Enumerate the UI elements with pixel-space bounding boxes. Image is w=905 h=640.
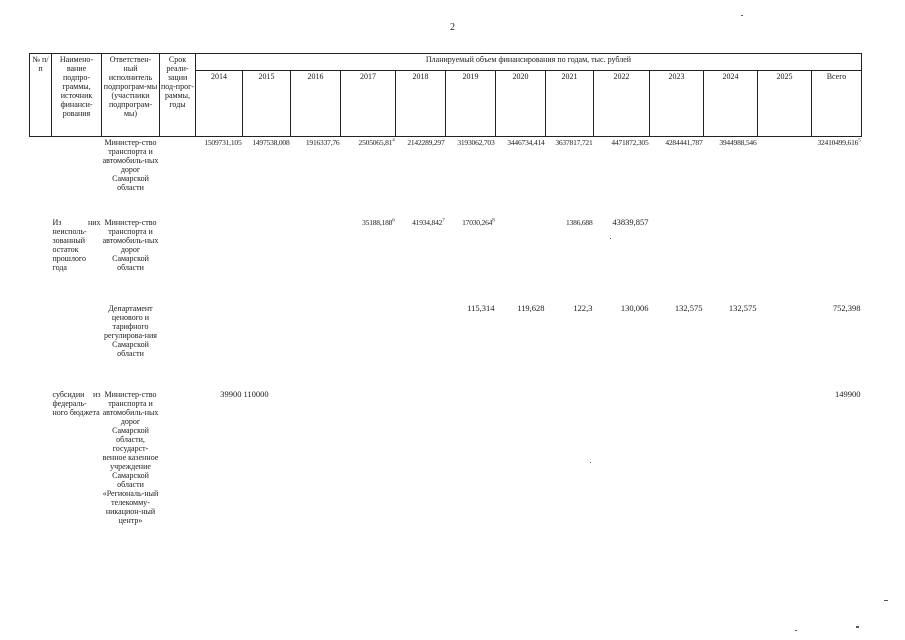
value-cell: 1509731,105 (204, 138, 242, 147)
value-cell (758, 137, 812, 217)
header-year: 2024 (704, 71, 758, 137)
header-year: 2015 (243, 71, 291, 137)
value-cell: 110000 (243, 388, 269, 399)
value-cell: 4471872,305 (611, 138, 649, 147)
value-cell: 132,575 (674, 302, 703, 313)
executor: Министер-ство транспорта и автомобиль-ных дорог Самарской области (102, 138, 159, 192)
header-year: 2020 (496, 71, 546, 137)
value-cell: 132,575 (728, 302, 757, 313)
value-cell (446, 389, 496, 526)
value-cell (650, 217, 704, 303)
table-row (30, 217, 862, 303)
value-cell (291, 389, 341, 526)
value-cell: 3637817,721 (555, 138, 593, 147)
header-year: 2019 (446, 71, 496, 137)
value-cell (704, 217, 758, 303)
value-cell (758, 303, 812, 389)
value-cell (291, 217, 341, 303)
value-cell (341, 303, 396, 389)
header-year: 2022 (594, 71, 650, 137)
value-cell: 3944988,546 (719, 138, 757, 147)
total-cell: 149900 (835, 388, 861, 399)
scan-speck (590, 462, 591, 463)
executor: Министер-ство транспорта и автомобиль-ных дорог Самарской области (102, 217, 159, 272)
value-cell: 39900 (220, 388, 242, 399)
funding-source (52, 303, 102, 389)
table-row (30, 303, 862, 389)
value-cell: 1916337,76 (305, 138, 340, 147)
value-cell: 3446734,414 (507, 138, 545, 147)
value-cell (704, 389, 758, 526)
header-term: Срок реали-зации под-прог-раммы, годы (160, 54, 196, 137)
value-cell: 1386,688 (565, 217, 593, 227)
value-cell (196, 303, 243, 389)
value-cell: 43839,857 (612, 216, 649, 227)
header-subprogram-name: Наимено-вание подпро-граммы, источник финанси-рования (52, 54, 102, 137)
value-cell: 122,3 (573, 302, 593, 313)
scan-speck (741, 15, 743, 16)
header-total: Всего (812, 71, 862, 137)
funding-source: Из них неисполь-зованный остаток прошлого года (52, 217, 101, 272)
header-year: 2018 (396, 71, 446, 137)
funding-source (52, 137, 102, 217)
value-cell: 3193062,703 (457, 138, 495, 147)
header-year: 2016 (291, 71, 341, 137)
header-year: 2021 (546, 71, 594, 137)
value-cell (291, 303, 341, 389)
value-cell (758, 217, 812, 303)
header-year: 2017 (341, 71, 396, 137)
value-cell: 130,006 (620, 302, 649, 313)
header-year: 2023 (650, 71, 704, 137)
scan-speck (610, 238, 611, 239)
value-cell (758, 389, 812, 526)
value-cell (196, 217, 243, 303)
value-cell (496, 389, 546, 526)
value-cell: 115,314 (467, 302, 495, 313)
header-executor: Ответствен-ный исполнитель подпрограм-мы (участники подпрограм-мы) (102, 54, 160, 137)
value-cell: 119,628 (517, 302, 545, 313)
scan-speck (884, 600, 888, 601)
scan-speck (795, 630, 797, 631)
page-number: 2 (450, 22, 455, 33)
table-row (30, 389, 862, 526)
header-number: № п/п (30, 54, 52, 137)
scan-speck (856, 626, 859, 628)
executor: Департамент ценового и тарифного регулирова-ния Самарской области (104, 303, 157, 358)
funding-source: субсидии из федераль-ного бюджета (52, 389, 101, 417)
value-cell (243, 303, 291, 389)
header-year: 2014 (196, 71, 243, 137)
value-cell (650, 389, 704, 526)
total-cell (812, 217, 862, 303)
value-cell (496, 217, 546, 303)
header-planned-financing: Планируемый объем финансирования по годам, тыс. рублей (196, 54, 862, 71)
value-cell: 35188,188$^6$ (362, 217, 395, 227)
value-cell (546, 389, 594, 526)
executor: Министер-ство транспорта и автомобиль-ных дорог Самарской области, государст-венное казенное учреждение Самарской области «Региональ-ный телекомму-никацион-ный центр» (102, 389, 159, 525)
table-row (30, 137, 862, 217)
value-cell (396, 303, 446, 389)
value-cell (396, 389, 446, 526)
total-cell: 752,398 (832, 302, 861, 313)
value-cell: 4284441,787 (665, 138, 703, 147)
value-cell (594, 389, 650, 526)
value-cell (243, 217, 291, 303)
total-cell: 32410499,616$^5$ (817, 138, 861, 147)
financing-table (29, 53, 862, 526)
value-cell: 41934,842$^7$ (412, 217, 445, 227)
value-cell: 2142289,297 (407, 138, 445, 147)
header-year: 2025 (758, 71, 812, 137)
value-cell: 1497538,008 (252, 138, 290, 147)
value-cell (341, 389, 396, 526)
value-cell: 17030,264$^8$ (462, 217, 495, 227)
value-cell: 2505065,81$^4$ (358, 138, 395, 147)
